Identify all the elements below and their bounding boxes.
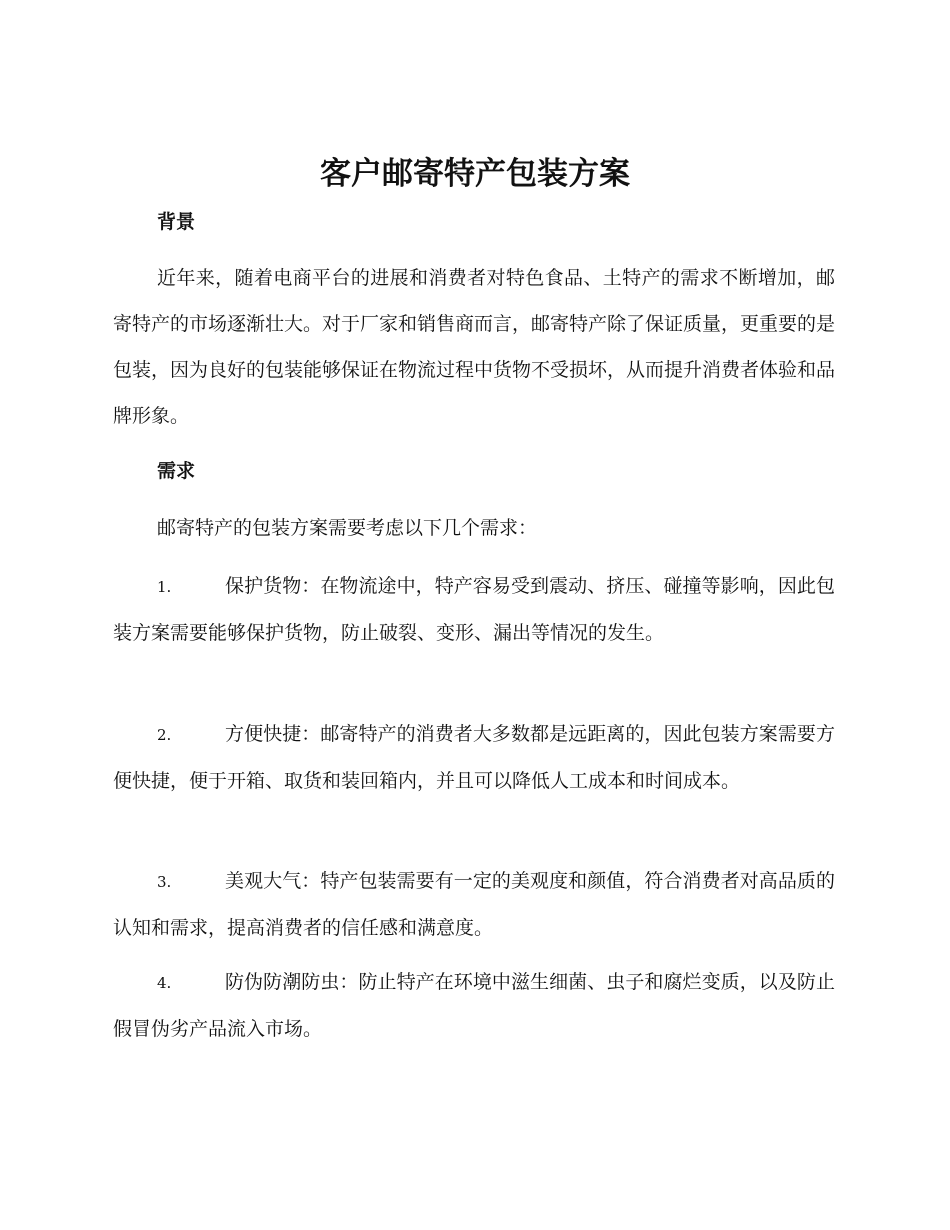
list-number: 3.: [157, 873, 172, 891]
list-item-text: 方便快捷：邮寄特产的消费者大多数都是远距离的，因此包装方案需要方便快捷，便于开箱、取货和装回箱内，并且可以降低人工成本和时间成本。: [113, 723, 835, 792]
requirements-intro-paragraph: 邮寄特产的包装方案需要考虑以下几个需求：: [157, 517, 538, 539]
list-number: 4.: [157, 974, 172, 992]
background-paragraph: 近年来，随着电商平台的进展和消费者对特色食品、土特产的需求不断增加，邮寄特产的市场逐渐壮大。对于厂家和销售商而言，邮寄特产除了保证质量，更重要的是包装，因为良好的包装能够保证在物流过程中货物不受损坏，从而提升消费者体验和品牌形象。: [113, 267, 836, 427]
requirement-item-2: [113, 711, 835, 804]
list-number: 2.: [157, 726, 172, 744]
requirement-item-3: [113, 858, 835, 951]
list-item-text: 美观大气：特产包装需要有一定的美观度和颜值，符合消费者对高品质的认知和需求，提高消费者的信任感和满意度。: [113, 870, 835, 939]
document-title: 客户邮寄特产包装方案: [320, 156, 630, 192]
requirement-item-1: [113, 563, 835, 656]
section-heading-requirements: 需求: [157, 460, 196, 482]
section-heading-background: 背景: [157, 211, 196, 233]
list-item-text: 防伪防潮防虫：防止特产在环境中滋生细菌、虫子和腐烂变质，以及防止假冒伪劣产品流入市场。: [113, 971, 835, 1040]
requirement-item-4: [113, 959, 835, 1052]
list-item-text: 保护货物：在物流途中，特产容易受到震动、挤压、碰撞等影响，因此包装方案需要能够保护货物，防止破裂、变形、漏出等情况的发生。: [113, 575, 835, 644]
list-number: 1.: [157, 578, 172, 596]
